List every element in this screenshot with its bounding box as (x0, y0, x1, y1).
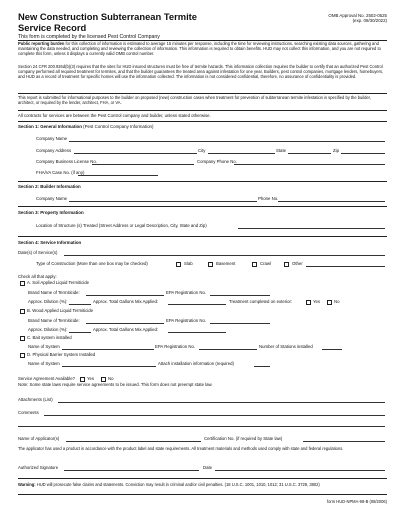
divider (18, 93, 387, 94)
check-all-label: Check all that apply: (18, 274, 57, 279)
divider (18, 494, 387, 495)
company-name-label: Company Name (36, 136, 68, 141)
option-d-label: D. Physical Barrier System Installed (27, 352, 96, 357)
signature-label: Authorized Signature (18, 465, 59, 470)
option-a-label: A. Soil Applied Liquid Termiticide (27, 280, 90, 285)
divider (18, 236, 387, 237)
a-exterior-no-label: No (334, 299, 340, 304)
all-contracts-note: All contracts for services are between the Pest Control company and builder, unless stated otherwise. (18, 113, 211, 118)
signature-field[interactable] (64, 470, 199, 471)
b-brand-field[interactable] (86, 323, 164, 324)
zip-field[interactable] (341, 153, 385, 154)
c-stations-field[interactable] (322, 349, 342, 350)
cert-no-field[interactable] (303, 441, 385, 442)
a-exterior-label: Treatment completed on exterior: (229, 299, 293, 304)
a-dilution-label: Approx. Dilution (%): (28, 299, 68, 304)
b-epa-field[interactable] (210, 323, 270, 324)
option-a-checkbox[interactable] (20, 281, 25, 286)
b-gallons-field[interactable] (168, 332, 226, 333)
c-system-label: Name of System (28, 344, 60, 349)
divider (18, 181, 387, 182)
a-brand-label: Brand Name of Termiticide: (28, 290, 80, 295)
service-agreement-no-checkbox[interactable] (101, 377, 106, 382)
c-stations-label: Number of Stations installed (259, 344, 313, 349)
other-label: Other (292, 261, 303, 266)
form-title-line2: Service Record (18, 22, 87, 33)
license-no-field[interactable] (92, 164, 194, 165)
case-no-field[interactable] (78, 175, 158, 176)
slab-label: Slab (184, 261, 193, 266)
builder-company-field[interactable] (69, 201, 257, 202)
omb-expiration: (exp. 08/30/2022) (352, 18, 387, 23)
slab-checkbox[interactable] (176, 262, 181, 267)
company-address-label: Company Address (36, 148, 72, 153)
cert-no-label: Certification No. (if required by State law) (204, 436, 283, 441)
a-gallons-field[interactable] (168, 304, 226, 305)
certification-statement: The applicator has used a product in accordance with the product label and state requirements. All treatment materials and methods used comply with state and federal regulations. (18, 446, 344, 451)
date-label: Date (203, 465, 213, 470)
burden-paragraph: Public reporting burden for this collection of information is estimated to average 15 minutes per response, including the time for reviewing instructions, searching existing data sources, gathering and maintaining the data needed, and completing and reviewing the collection of information. This information is required to obtain benefits. HUD may not collect this information, and you are not required to complete this form, unless it displays a currently valid OMB control number. (18, 41, 381, 56)
section1-heading: Section 1: General Information (Pest Control Company Information) (18, 124, 154, 129)
option-b-checkbox[interactable] (20, 309, 25, 314)
a-dilution-field[interactable] (69, 304, 91, 305)
form-subtitle: This form is completed by the licensed Pest Control Company (18, 33, 160, 40)
service-agreement-label: Service Agreement Available? (18, 376, 76, 381)
section24-paragraph: Section 24 CFR 200.926d(b)(3) requires that the sites for HUD insured structures must be free of termite hazards. This information collection requires the builder to certify that an authorized Pest Control company performed all required treatment for termites, and that the builder guarantees the treated area against infestation for one year. Builders, pest control companies, mortgage lenders, homebuyers, and HUD as a record of treatment for specific homes will use the information collected. The information is not considered confidential, therefore, no assurance of confidentiality is provided. (18, 64, 384, 79)
state-label: State (276, 148, 287, 153)
zip-label: Zip (333, 148, 339, 153)
crawl-checkbox[interactable] (252, 262, 257, 267)
service-dates-label: Date(s) of Service(s) (18, 250, 58, 255)
supplemental-paragraph: This report is submitted for informational purposes to the builder on proposed (new) construction cases when treatment for prevention of subterranean termite infestation is specified by the builder, architect, or required by the lender, architect, FHA, or VA. (18, 95, 371, 105)
form-title-line1: New Construction Subterranean Termite (18, 11, 198, 22)
other-field[interactable] (306, 266, 385, 267)
option-b-label: B. Wood Applied Liquid Termiticide (27, 308, 94, 313)
section2-heading: Section 2: Builder Information (18, 184, 81, 189)
basement-label: Basement (216, 261, 236, 266)
attachments-field[interactable] (58, 402, 385, 403)
location-label: Location of Structure (s) Treated (Street Address or Legal Description, City, State and Zip) (36, 223, 207, 228)
d-attach-field[interactable] (254, 366, 270, 367)
case-no-label: FHA/VA Case No. (if any) (36, 170, 85, 175)
other-checkbox[interactable] (284, 262, 289, 267)
applicator-name-label: Name of Applicator(s) (18, 436, 60, 441)
omb-approval: OMB Approval No. 2502-0525 (328, 13, 387, 18)
option-d-checkbox[interactable] (20, 353, 25, 358)
b-brand-label: Brand Name of Termiticide: (28, 318, 80, 323)
c-system-field[interactable] (62, 349, 154, 350)
option-c-checkbox[interactable] (20, 336, 25, 341)
a-exterior-yes-checkbox[interactable] (306, 300, 311, 305)
service-agreement-note: Note: Some state laws require service agreements to be issued. This form does not preempt state law. (18, 382, 213, 387)
attachments-label: Attachments (List) (18, 397, 53, 402)
a-brand-field[interactable] (86, 295, 164, 296)
company-name-field[interactable] (69, 141, 385, 142)
section3-heading: Section 3: Property Information (18, 210, 84, 215)
company-phone-label: Company Phone No. (197, 159, 237, 164)
a-exterior-no-checkbox[interactable] (327, 300, 332, 305)
state-field[interactable] (288, 153, 331, 154)
city-field[interactable] (208, 153, 275, 154)
a-epa-field[interactable] (210, 295, 270, 296)
company-address-field[interactable] (74, 153, 197, 154)
c-epa-label: EPA Registration No. (155, 344, 196, 349)
d-attach-label: Attach installation information (required) (158, 361, 234, 366)
date-field[interactable] (215, 470, 385, 471)
warning-text: Warning: HUD will prosecute false claims and statements. Conviction may result in criminal and/or civil penalties. (18 U.S.C. 1001, 1010, 1012; 31 U.S.C. 3729, 3802) (18, 482, 320, 487)
d-system-field[interactable] (62, 366, 156, 367)
c-epa-field[interactable] (199, 349, 257, 350)
license-no-label: Company Business License No. (36, 159, 97, 164)
b-dilution-label: Approx. Dilution (%): (28, 327, 68, 332)
comments-field[interactable] (44, 415, 385, 416)
section4-heading: Section 4: Service Information (18, 240, 82, 245)
basement-checkbox[interactable] (208, 262, 213, 267)
service-agreement-yes-checkbox[interactable] (80, 377, 85, 382)
b-gallons-label: Approx. Total Gallons Mix Applied: (93, 327, 159, 332)
a-gallons-label: Approx. Total Gallons Mix Applied: (93, 299, 159, 304)
divider (18, 206, 387, 207)
form-number: form HUD-NPMA-99-B (08/2006) (326, 499, 387, 504)
location-field[interactable] (238, 228, 385, 229)
divider (18, 110, 387, 111)
divider (18, 478, 387, 479)
service-agreement-yes-label: Yes (87, 376, 95, 381)
construction-type-label: Type of Construction (More than one box may be checked) (36, 261, 148, 266)
divider (18, 121, 387, 122)
company-phone-field[interactable] (234, 164, 385, 165)
b-dilution-field[interactable] (69, 332, 91, 333)
comments-field-line2[interactable] (18, 426, 385, 427)
applicator-name-field[interactable] (66, 441, 201, 442)
d-system-label: Name of System (28, 361, 60, 366)
comments-label: Comments (18, 410, 39, 415)
crawl-label: Crawl (260, 261, 271, 266)
a-epa-label: EPA Registration No. (166, 290, 207, 295)
builder-phone-field[interactable] (278, 201, 385, 202)
service-dates-field[interactable] (64, 255, 385, 256)
b-epa-label: EPA Registration No. (166, 318, 207, 323)
builder-company-label: Company Name (36, 196, 68, 201)
a-exterior-yes-label: Yes (313, 299, 321, 304)
city-label: City (198, 148, 206, 153)
builder-phone-label: Phone No. (258, 196, 279, 201)
service-agreement-no-label: No (108, 376, 114, 381)
option-c-label: C. Bait system installed (27, 335, 72, 340)
